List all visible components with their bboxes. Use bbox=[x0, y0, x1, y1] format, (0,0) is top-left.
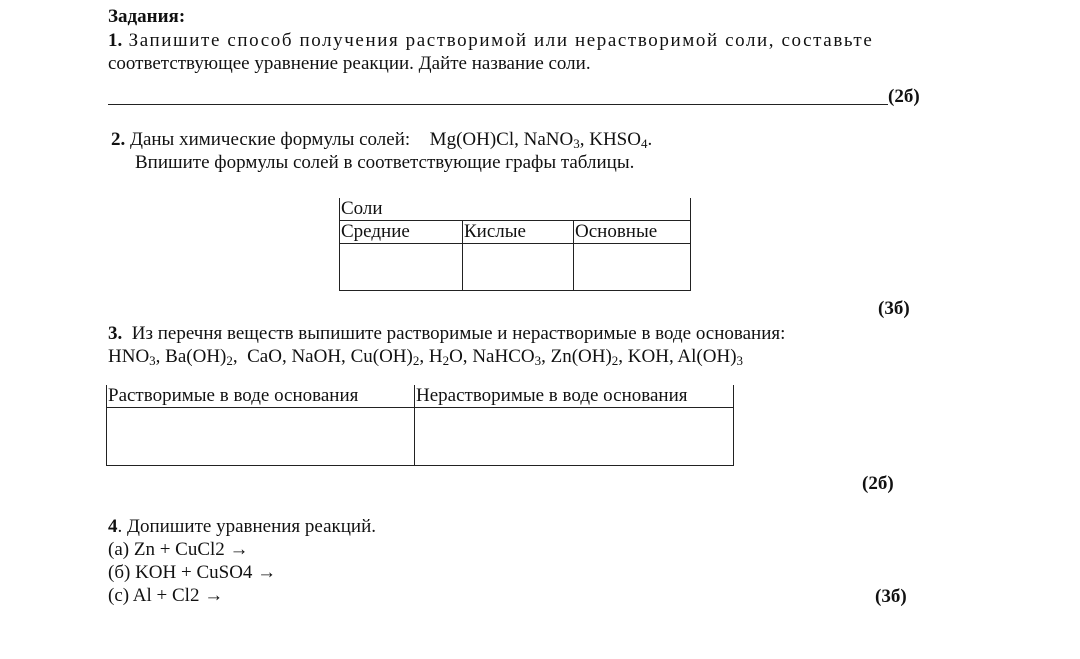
q1-number: 1. bbox=[108, 30, 123, 51]
answer-cell[interactable] bbox=[340, 244, 463, 291]
q2-number: 2. bbox=[111, 129, 126, 150]
q3-score: (2б) bbox=[862, 473, 894, 494]
reaction-b: (б) KOH + CuSO4 → bbox=[108, 562, 277, 583]
substance: $Al(OH)_3$ bbox=[677, 346, 744, 368]
q1-score: (2б) bbox=[888, 86, 920, 107]
q2-formula: NaNO$_3$, bbox=[523, 129, 585, 151]
substance: $HNO_3$, bbox=[108, 346, 161, 368]
q3-line1 bbox=[108, 322, 785, 345]
substance: CaO, bbox=[247, 346, 287, 367]
column-header-medium: Средние bbox=[340, 221, 463, 244]
substance: $Cu(OH)_2$, bbox=[350, 346, 425, 368]
column-header-basic: Основные bbox=[574, 221, 691, 244]
q4-score: (3б) bbox=[875, 586, 907, 607]
answer-cell[interactable] bbox=[574, 244, 691, 291]
salts-table-header: Соли bbox=[340, 198, 691, 221]
reaction-a: (а) Zn + CuCl2 → bbox=[108, 539, 249, 560]
answer-cell[interactable] bbox=[463, 244, 574, 291]
q2-formula: $KHSO_4$. bbox=[589, 129, 653, 151]
column-header-soluble: Растворимые в воде основания bbox=[107, 385, 415, 408]
q2-score: (3б) bbox=[878, 298, 910, 319]
q1-line1 bbox=[108, 29, 873, 52]
bases-table bbox=[106, 385, 734, 466]
answer-cell[interactable] bbox=[107, 408, 415, 466]
column-header-acidic: Кислые bbox=[463, 221, 574, 244]
q3-substance-list bbox=[108, 345, 743, 368]
substance: $Ba(OH)_2$, bbox=[165, 346, 238, 368]
q4-text: . Допишите уравнения реакций. bbox=[117, 516, 376, 537]
q3-text: Из перечня веществ выпишите растворимые и нерастворимые в воде основания: bbox=[131, 323, 786, 344]
q2-formula: Mg(OH)Cl, bbox=[429, 129, 519, 150]
substance: $Zn(OH)_2$, bbox=[550, 346, 624, 368]
q2-line2: Впишите формулы солей в соответствующие графы таблицы. bbox=[135, 152, 635, 173]
answer-cell[interactable] bbox=[415, 408, 734, 466]
substance: KOH, bbox=[627, 346, 674, 367]
q4-title bbox=[108, 515, 376, 538]
substance: NaHCO$_3$, bbox=[472, 346, 546, 368]
q4-number: 4 bbox=[108, 516, 118, 537]
page-heading: Задания: bbox=[108, 6, 186, 27]
q1-text: Запишите способ получения растворимой или нерастворимой соли, составьте bbox=[128, 30, 874, 51]
q3-number: 3. bbox=[108, 323, 123, 344]
substance: NaOH, bbox=[291, 346, 346, 367]
q2-intro: Даны химические формулы солей: bbox=[130, 129, 411, 150]
q1-line2: соответствующее уравнение реакции. Дайте название соли. bbox=[108, 53, 591, 74]
substance: $H_2O$, bbox=[428, 346, 468, 368]
salts-table bbox=[339, 198, 691, 291]
reaction-c: (c) Al + Cl2 → bbox=[108, 585, 224, 606]
q2-line1 bbox=[111, 128, 652, 151]
answer-line bbox=[108, 104, 888, 105]
column-header-insoluble: Нерастворимые в воде основания bbox=[415, 385, 734, 408]
